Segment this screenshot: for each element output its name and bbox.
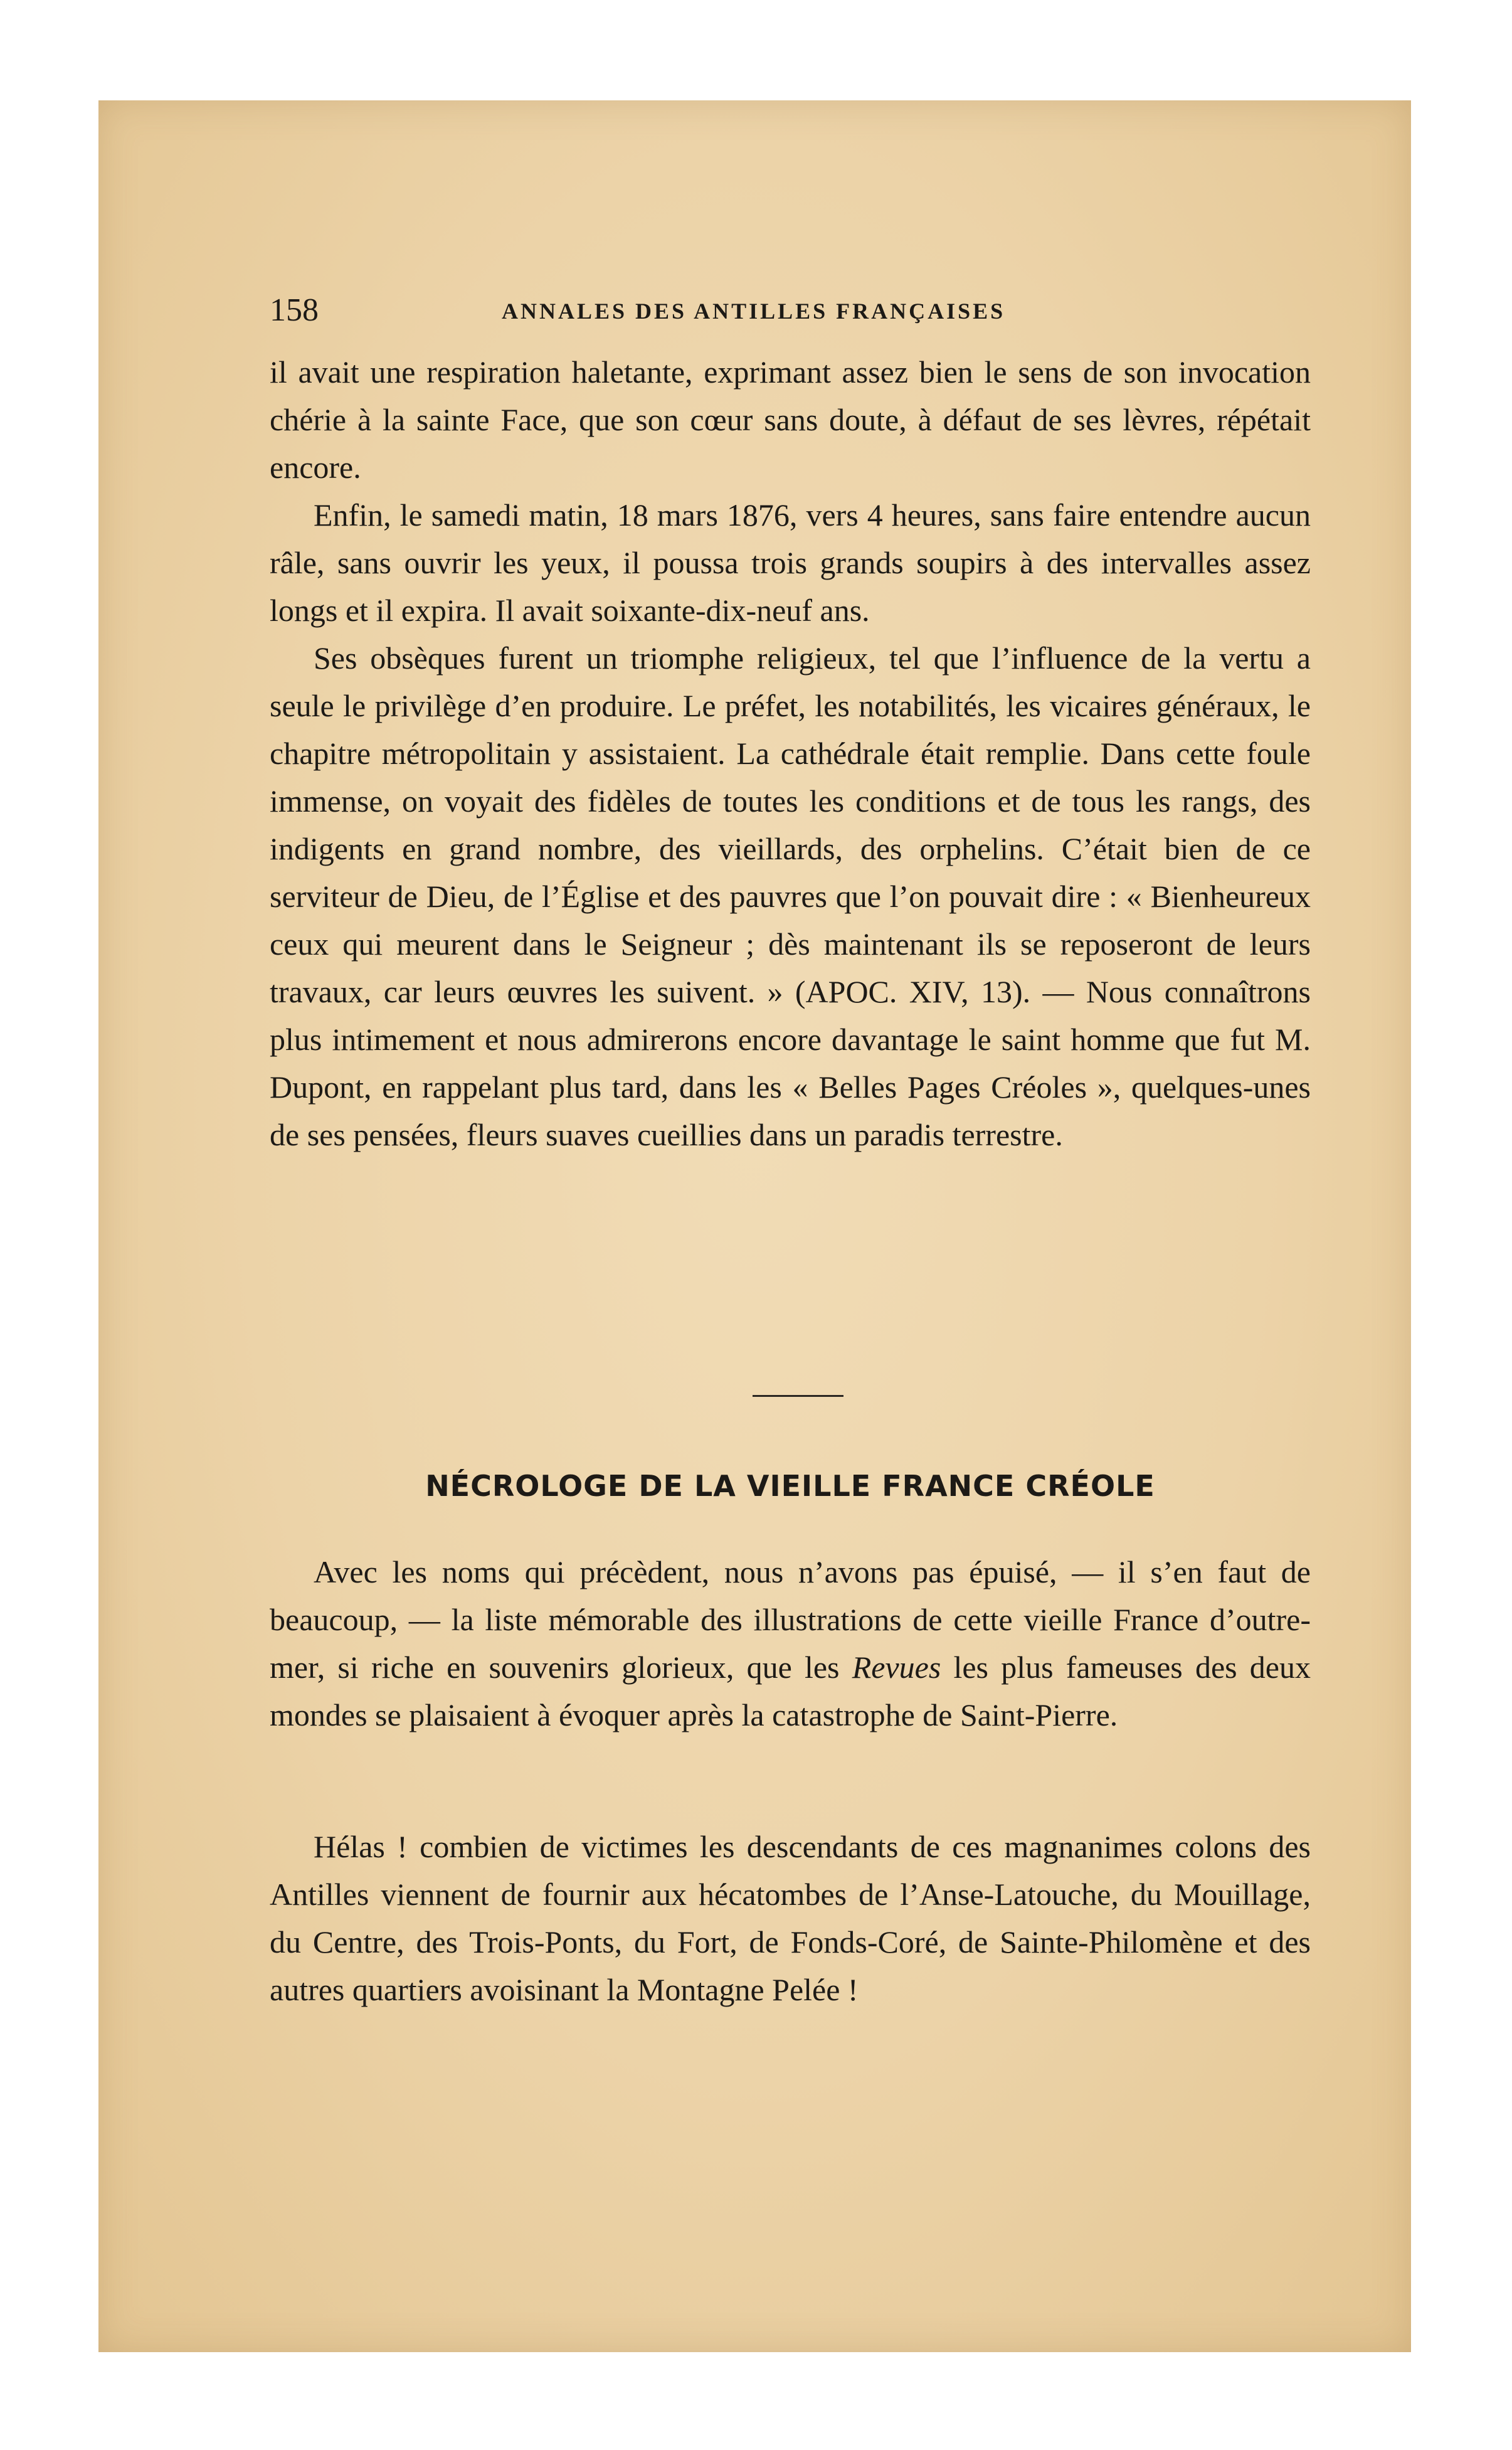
text-block-section-2	[270, 1823, 1311, 2013]
paragraph-text-before-italic: Avec les noms qui précèdent, nous n’avons pas épuisé, — il s’en faut de beaucoup, — la liste mémorable des illustrations de cette vieille France d’outre-mer, si riche en souvenirs glorieux, que les	[270, 1554, 1311, 1685]
paragraph-continuation: il avait une respiration haletante, exprimant assez bien le sens de son invocation chérie à la sainte Face, que son cœur sans doute, à défaut de ses lèvres, répétait encore.	[270, 354, 1311, 485]
page-number: 158	[270, 292, 319, 328]
paragraph-victims: Hélas ! combien de victimes les descendants de ces magnanimes colons des Antilles viennent de fournir aux hécatombes de l’Anse-Latouche, du Mouillage, du Centre, des Trois-Ponts, du Fort, de Fonds-Coré, de Sainte-Philomène et des autres quartiers avoisinant la Montagne Pelée !	[270, 1829, 1311, 2007]
section-divider	[753, 1395, 843, 1397]
paragraph-funeral: Ses obsèques furent un triomphe religieux, tel que l’influence de la vertu a seule le privilège d’en produire. Le préfet, les notabilités, les vicaires généraux, le chapitre métropolitain y assistaient. La cathédrale était remplie. Dans cette foule immense, on voyait des fidèles de toutes les conditions et de tous les rangs, des indigents en grand nombre, des vieillards, des orphelins. C’était bien de ce serviteur de Dieu, de l’Église et des pauvres que l’on pouvait dire : « Bienheureux ceux qui meurent dans le Seigneur ; dès maintenant ils se reposeront de leurs travaux, car leurs œuvres les suivent. » (APOC. XIV, 13). — Nous connaîtrons plus intimement et nous admirerons encore davantage le saint homme que fut M. Dupont, en rappelant plus tard, dans les « Belles Pages Créoles », quelques-unes de ses pensées, fleurs suaves cueillies dans un paradis terrestre.	[270, 640, 1311, 1152]
paragraph-text-after-italic: les plus fameuses des deux mondes se plaisaient à évoquer après la catastrophe de Saint-Pierre.	[270, 1650, 1311, 1732]
paragraph-death: Enfin, le samedi matin, 18 mars 1876, vers 4 heures, sans faire entendre aucun râle, sans ouvrir les yeux, il poussa trois grands soupirs à des intervalles assez longs et il expira. Il avait soixante-dix-neuf ans.	[270, 497, 1311, 628]
text-block-top	[270, 348, 1311, 1159]
running-title: ANNALES DES ANTILLES FRANÇAISES	[502, 299, 1006, 324]
section-heading: NÉCROLOGE DE LA VIEILLE FRANCE CRÉOLE	[425, 1469, 1155, 1503]
paragraph-illustrations	[270, 1548, 1311, 1739]
italic-revues: Revues	[852, 1650, 941, 1685]
text-block-section-1	[270, 1548, 1311, 1739]
page-header	[270, 289, 1311, 332]
